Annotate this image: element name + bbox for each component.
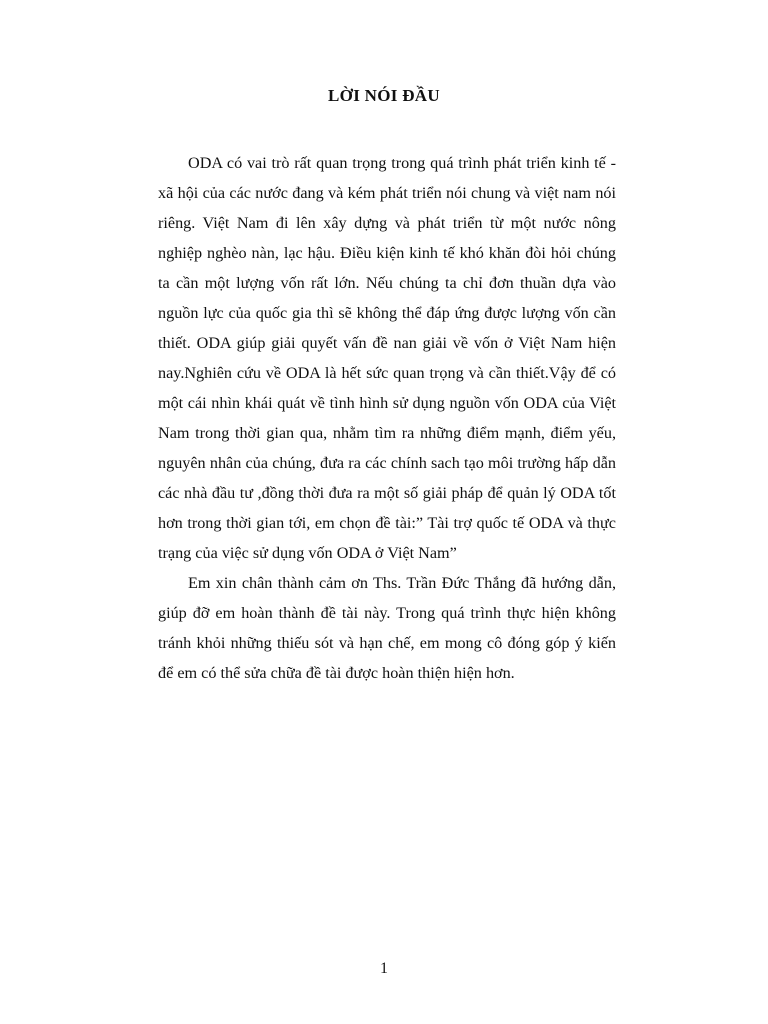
paragraph-intro: ODA có vai trò rất quan trọng trong quá trình phát triển kinh tế - xã hội của các nước đang và kém phát triển nói chung và việt nam nói riêng. Việt Nam đi lên xây dựng và phát triển từ một nước nông nghiệp nghèo nàn, lạc hậu. Điều kiện kinh tế khó khăn đòi hỏi chúng ta cần một lượng vốn rất lớn. Nếu chúng ta chỉ đơn thuần dựa vào nguồn lực của quốc gia thì sẽ không thể đáp ứng được lượng vốn cần thiết. ODA giúp giải quyết vấn đề nan giải về vốn ở Việt Nam hiện nay.Nghiên cứu về ODA là hết sức quan trọng và cần thiết.Vậy để có một cái nhìn khái quát về tình hình sử dụng nguồn vốn ODA của Việt Nam trong thời gian qua, nhằm tìm ra những điểm mạnh, điểm yếu, nguyên nhân của chúng, đưa ra các chính sach tạo môi trường hấp dẫn các nhà đầu tư ,đồng thời đưa ra một số giải pháp để quản lý ODA tốt hơn trong thời gian tới, em chọn đề tài:” Tài trợ quốc tế ODA và thực trạng của việc sử dụng vốn ODA ở Việt Nam”: [158, 154, 616, 562]
paragraph-acknowledgement: Em xin chân thành cảm ơn Ths. Trần Đức Thắng đã hướng dẫn, giúp đỡ em hoàn thành đề tài này. Trong quá trình thực hiện không tránh khỏi những thiếu sót và hạn chế, em mong cô đóng góp ý kiến để em có thể sửa chữa đề tài được hoàn thiện hiện hơn.: [158, 574, 616, 682]
document-body: [158, 148, 616, 688]
page-title: LỜI NÓI ĐẦU: [328, 86, 440, 105]
page-number: 1: [380, 960, 388, 977]
